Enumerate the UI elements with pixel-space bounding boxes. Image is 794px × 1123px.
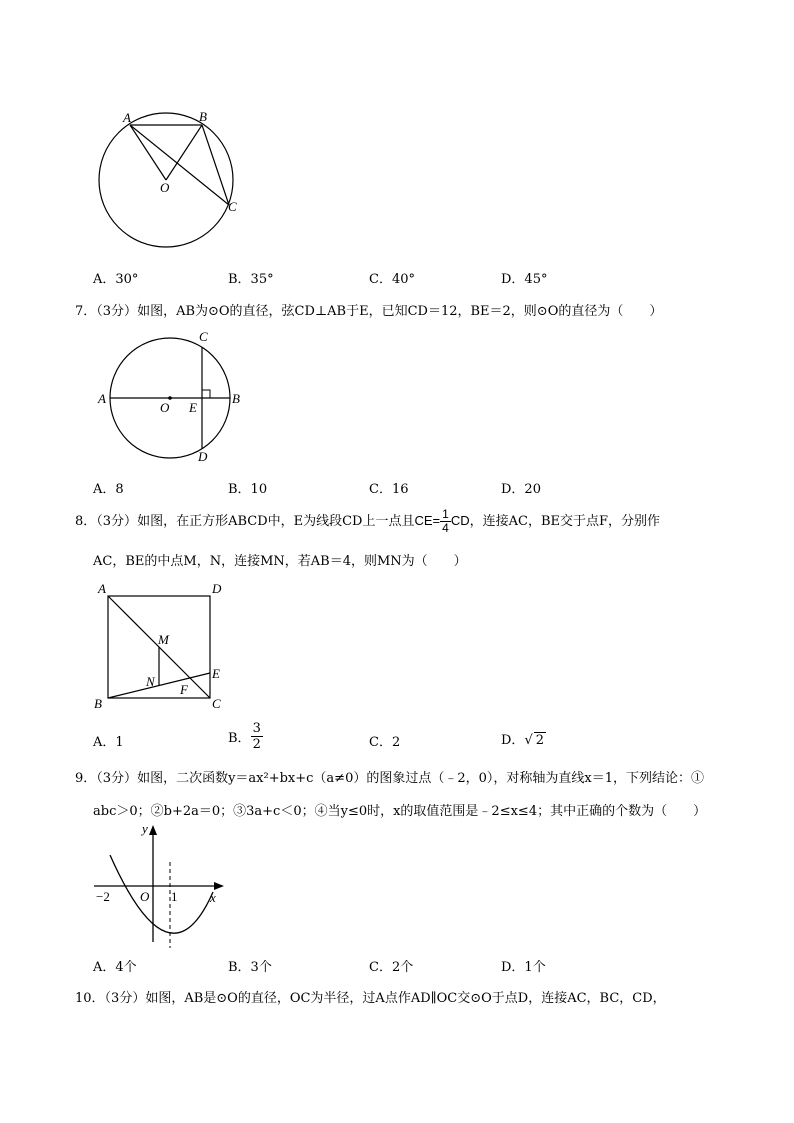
q8-number: 8． [75, 513, 97, 529]
q9-y-axis-arrow-icon [149, 825, 157, 835]
q8-option-c[interactable]: C．2 [369, 735, 401, 750]
q7-number: 7． [75, 304, 97, 319]
q8-label-b: B [94, 696, 102, 711]
q8-frac-left: CE= [414, 512, 441, 528]
q8-stem-line1 [75, 508, 660, 535]
q10-stem [75, 987, 666, 1006]
q9-stem-line2 [93, 800, 706, 819]
q9-label-x: x [210, 890, 216, 905]
q7-circle-figure [92, 323, 252, 468]
q6-label-o: O [160, 180, 170, 195]
q8-sqrt-icon: √ [524, 733, 533, 748]
q8-option-b-prefix: B． [228, 731, 251, 746]
q9-option-a[interactable]: A．4个 [93, 960, 137, 975]
q6-option-a[interactable]: A．30° [93, 272, 139, 287]
q8-score: （3分） [96, 513, 138, 529]
q6-label-b: B [199, 109, 207, 124]
q8-label-f: F [180, 682, 188, 697]
q8-option-b-num: 3 [252, 721, 261, 736]
q6-segment-ac [130, 125, 229, 205]
q10-score: （3分） [104, 991, 146, 1006]
q8-option-b[interactable] [228, 721, 263, 752]
q9-line2: abc＞0；②b+2a＝0；③3a+c＜0；④当y≤0时，x的取值范围是﹣2≤x≤4；其中正确的个数为（ ） [93, 804, 707, 819]
q7-label-a: A [98, 391, 106, 406]
q8-text-b: ，连接AC，BE交于点F，分别作 [469, 513, 661, 529]
q9-number: 9． [75, 771, 97, 786]
q8-option-d[interactable] [501, 729, 546, 748]
q8-stem-line2 [93, 550, 467, 569]
q9-option-d[interactable]: D．1个 [501, 960, 546, 975]
q10-text: 如图，AB是⊙O的直径，OC为半径，过A点作AD∥OC交⊙O于点D，连接AC，BC，CD， [145, 991, 666, 1006]
q6-circle-figure [90, 105, 250, 255]
q8-option-d-prefix: D． [501, 733, 525, 748]
q8-label-n: N [146, 674, 155, 689]
q6-segment-bc [202, 125, 229, 205]
q8-square-figure [90, 578, 240, 713]
q7-right-angle-mark [202, 390, 210, 398]
q8-frac-num: 1 [442, 507, 449, 521]
q7-option-c[interactable]: C．16 [369, 482, 409, 497]
q6-option-d[interactable]: D．45° [501, 272, 548, 287]
q8-option-b-den: 2 [252, 737, 261, 752]
q9-parabola-curve [110, 855, 213, 933]
q7-label-c: C [199, 329, 208, 344]
q8-option-d-radicand: 2 [535, 733, 545, 748]
q7-label-e: E [189, 400, 197, 415]
q9-label-y: y [142, 821, 148, 836]
q10-number: 10． [75, 991, 105, 1006]
q7-option-d[interactable]: D．20 [501, 482, 541, 497]
q6-option-c[interactable]: C．40° [369, 272, 415, 287]
q8-label-c: C [212, 696, 221, 711]
q8-text-a: 如图，在正方形ABCD中，E为线段CD上一点且 [137, 513, 415, 529]
q9-label-origin: O [140, 889, 150, 904]
q6-option-b[interactable]: B．35° [228, 272, 274, 287]
q7-score: （3分） [96, 304, 138, 319]
q9-line1: 如图，二次函数y＝ax²+bx+c（a≠0）的图象过点（﹣2，0），对称轴为直线x＝1，下列结论：① [137, 771, 704, 786]
q8-fraction-expr [414, 507, 470, 535]
q9-option-b[interactable]: B．3个 [228, 960, 272, 975]
q8-line2: AC，BE的中点M，N，连接MN，若AB＝4，则MN为（ ） [93, 554, 467, 569]
q8-frac-den: 4 [442, 521, 449, 535]
q8-fraction [440, 508, 451, 535]
q6-segment-ao [130, 125, 166, 180]
q7-label-o: O [160, 400, 170, 415]
q7-text: 如图，AB为⊙O的直径，弦CD⊥AB于E，已知CD＝12，BE＝2，则⊙O的直径为（ ） [137, 304, 663, 319]
q8-label-a: A [98, 581, 106, 596]
q7-option-b[interactable]: B．10 [228, 482, 268, 497]
q8-option-b-fraction [251, 721, 263, 752]
q7-label-d: D [198, 449, 208, 464]
q8-label-e: E [212, 666, 220, 681]
q9-score: （3分） [96, 771, 138, 786]
q8-option-a[interactable]: A．1 [93, 735, 124, 750]
q6-segment-bo [166, 125, 202, 180]
q6-label-c: C [228, 199, 237, 214]
q6-label-a: A [123, 110, 131, 125]
q9-label-one: 1 [171, 889, 178, 904]
q8-label-m: M [158, 632, 169, 647]
q9-label-minus2: −2 [96, 889, 110, 904]
q9-parabola-figure [90, 820, 240, 950]
q7-stem [75, 300, 662, 319]
q9-option-c[interactable]: C．2个 [369, 960, 414, 975]
q7-option-a[interactable]: A．8 [93, 482, 124, 497]
q7-label-b: B [232, 391, 240, 406]
q9-stem-line1 [75, 767, 704, 786]
q9-x-axis-arrow-icon [214, 882, 224, 890]
q8-label-d: D [212, 581, 222, 596]
q8-frac-right: CD [450, 512, 470, 528]
